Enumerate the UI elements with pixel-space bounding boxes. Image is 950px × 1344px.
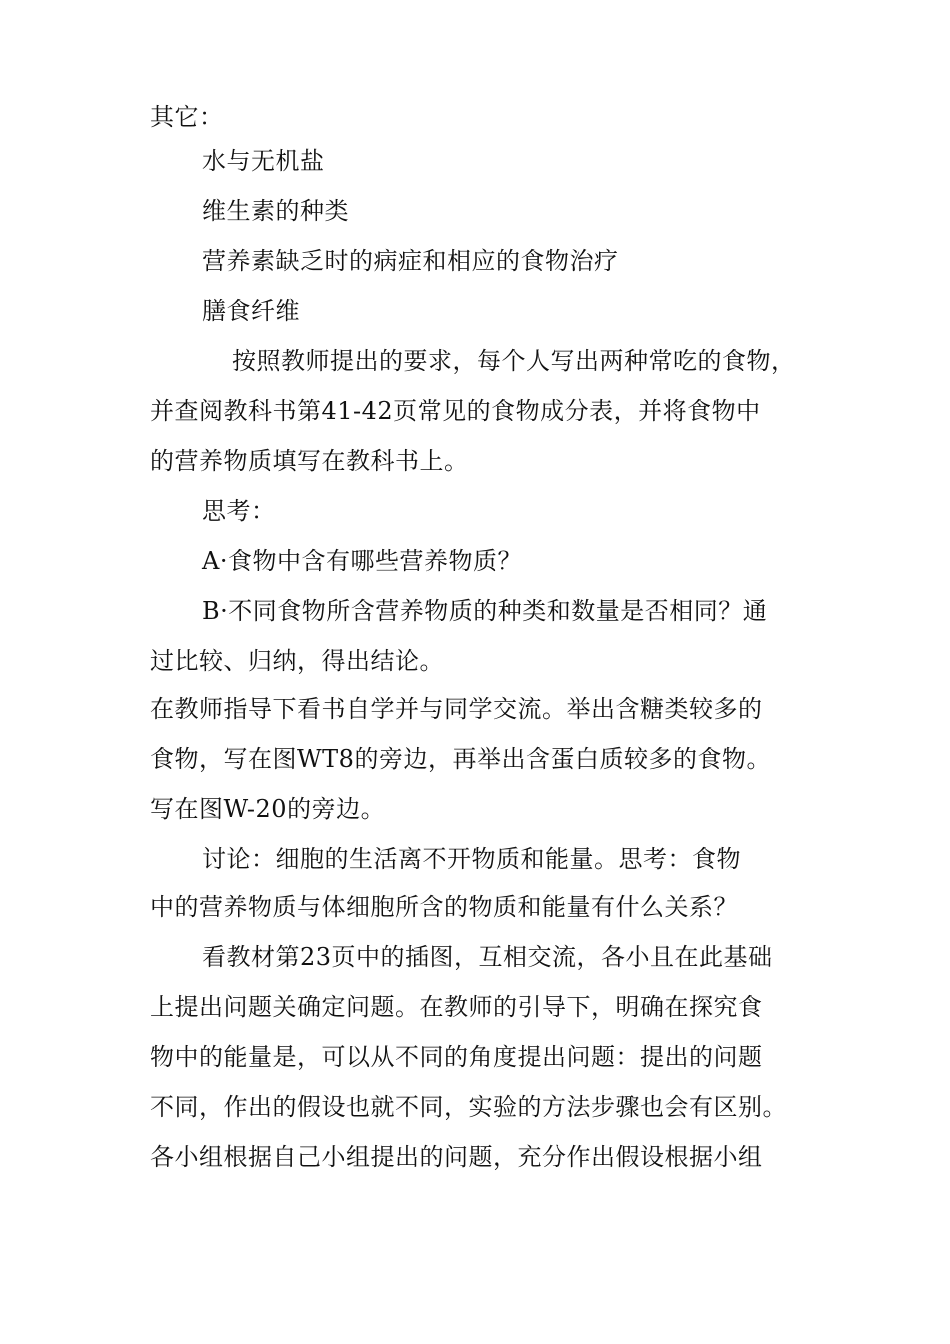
text-line: 中的营养物质与体细胞所含的物质和能量有什么关系？ <box>150 893 738 921</box>
text-line: 食物，写在图WT8的旁边，再举出含蛋白质较多的食物。 <box>150 745 771 773</box>
text-line: 上提出问题关确定问题。在教师的引导下，明确在探究食 <box>150 993 763 1021</box>
text-line: 过比较、归纳，得出结论。 <box>150 647 444 675</box>
text-line: 维生素的种类 <box>202 197 349 225</box>
text-line: 讨论：细胞的生活离不开物质和能量。思考：食物 <box>202 845 741 873</box>
text-line: 在教师指导下看书自学并与同学交流。举出含糖类较多的 <box>150 695 763 723</box>
text-line: 并查阅教科书第41-42页常见的食物成分表，并将食物中 <box>150 397 761 425</box>
text-line: B·不同食物所含营养物质的种类和数量是否相同？通 <box>202 597 768 625</box>
text-line: 营养素缺乏时的病症和相应的食物治疗 <box>202 247 619 275</box>
text-line: 其它： <box>150 103 224 131</box>
text-line: 看教材第23页中的插图，互相交流，各小且在此基础 <box>202 943 773 971</box>
text-line: 物中的能量是，可以从不同的角度提出问题：提出的问题 <box>150 1043 763 1071</box>
text-line: 膳食纤维 <box>202 297 300 325</box>
text-line: 写在图W-20的旁边。 <box>150 795 386 823</box>
text-line: 水与无机盐 <box>202 147 325 175</box>
text-line: 不同，作出的假设也就不同，实验的方法步骤也会有区别。 <box>150 1093 787 1121</box>
text-line: 各小组根据自己小组提出的问题，充分作出假设根据小组 <box>150 1143 763 1171</box>
text-line: 按照教师提出的要求，每个人写出两种常吃的食物， <box>232 347 796 375</box>
text-line: 思考： <box>202 497 276 525</box>
text-line: A·食物中含有哪些营养物质？ <box>202 547 522 575</box>
text-line: 的营养物质填写在教科书上。 <box>150 447 469 475</box>
